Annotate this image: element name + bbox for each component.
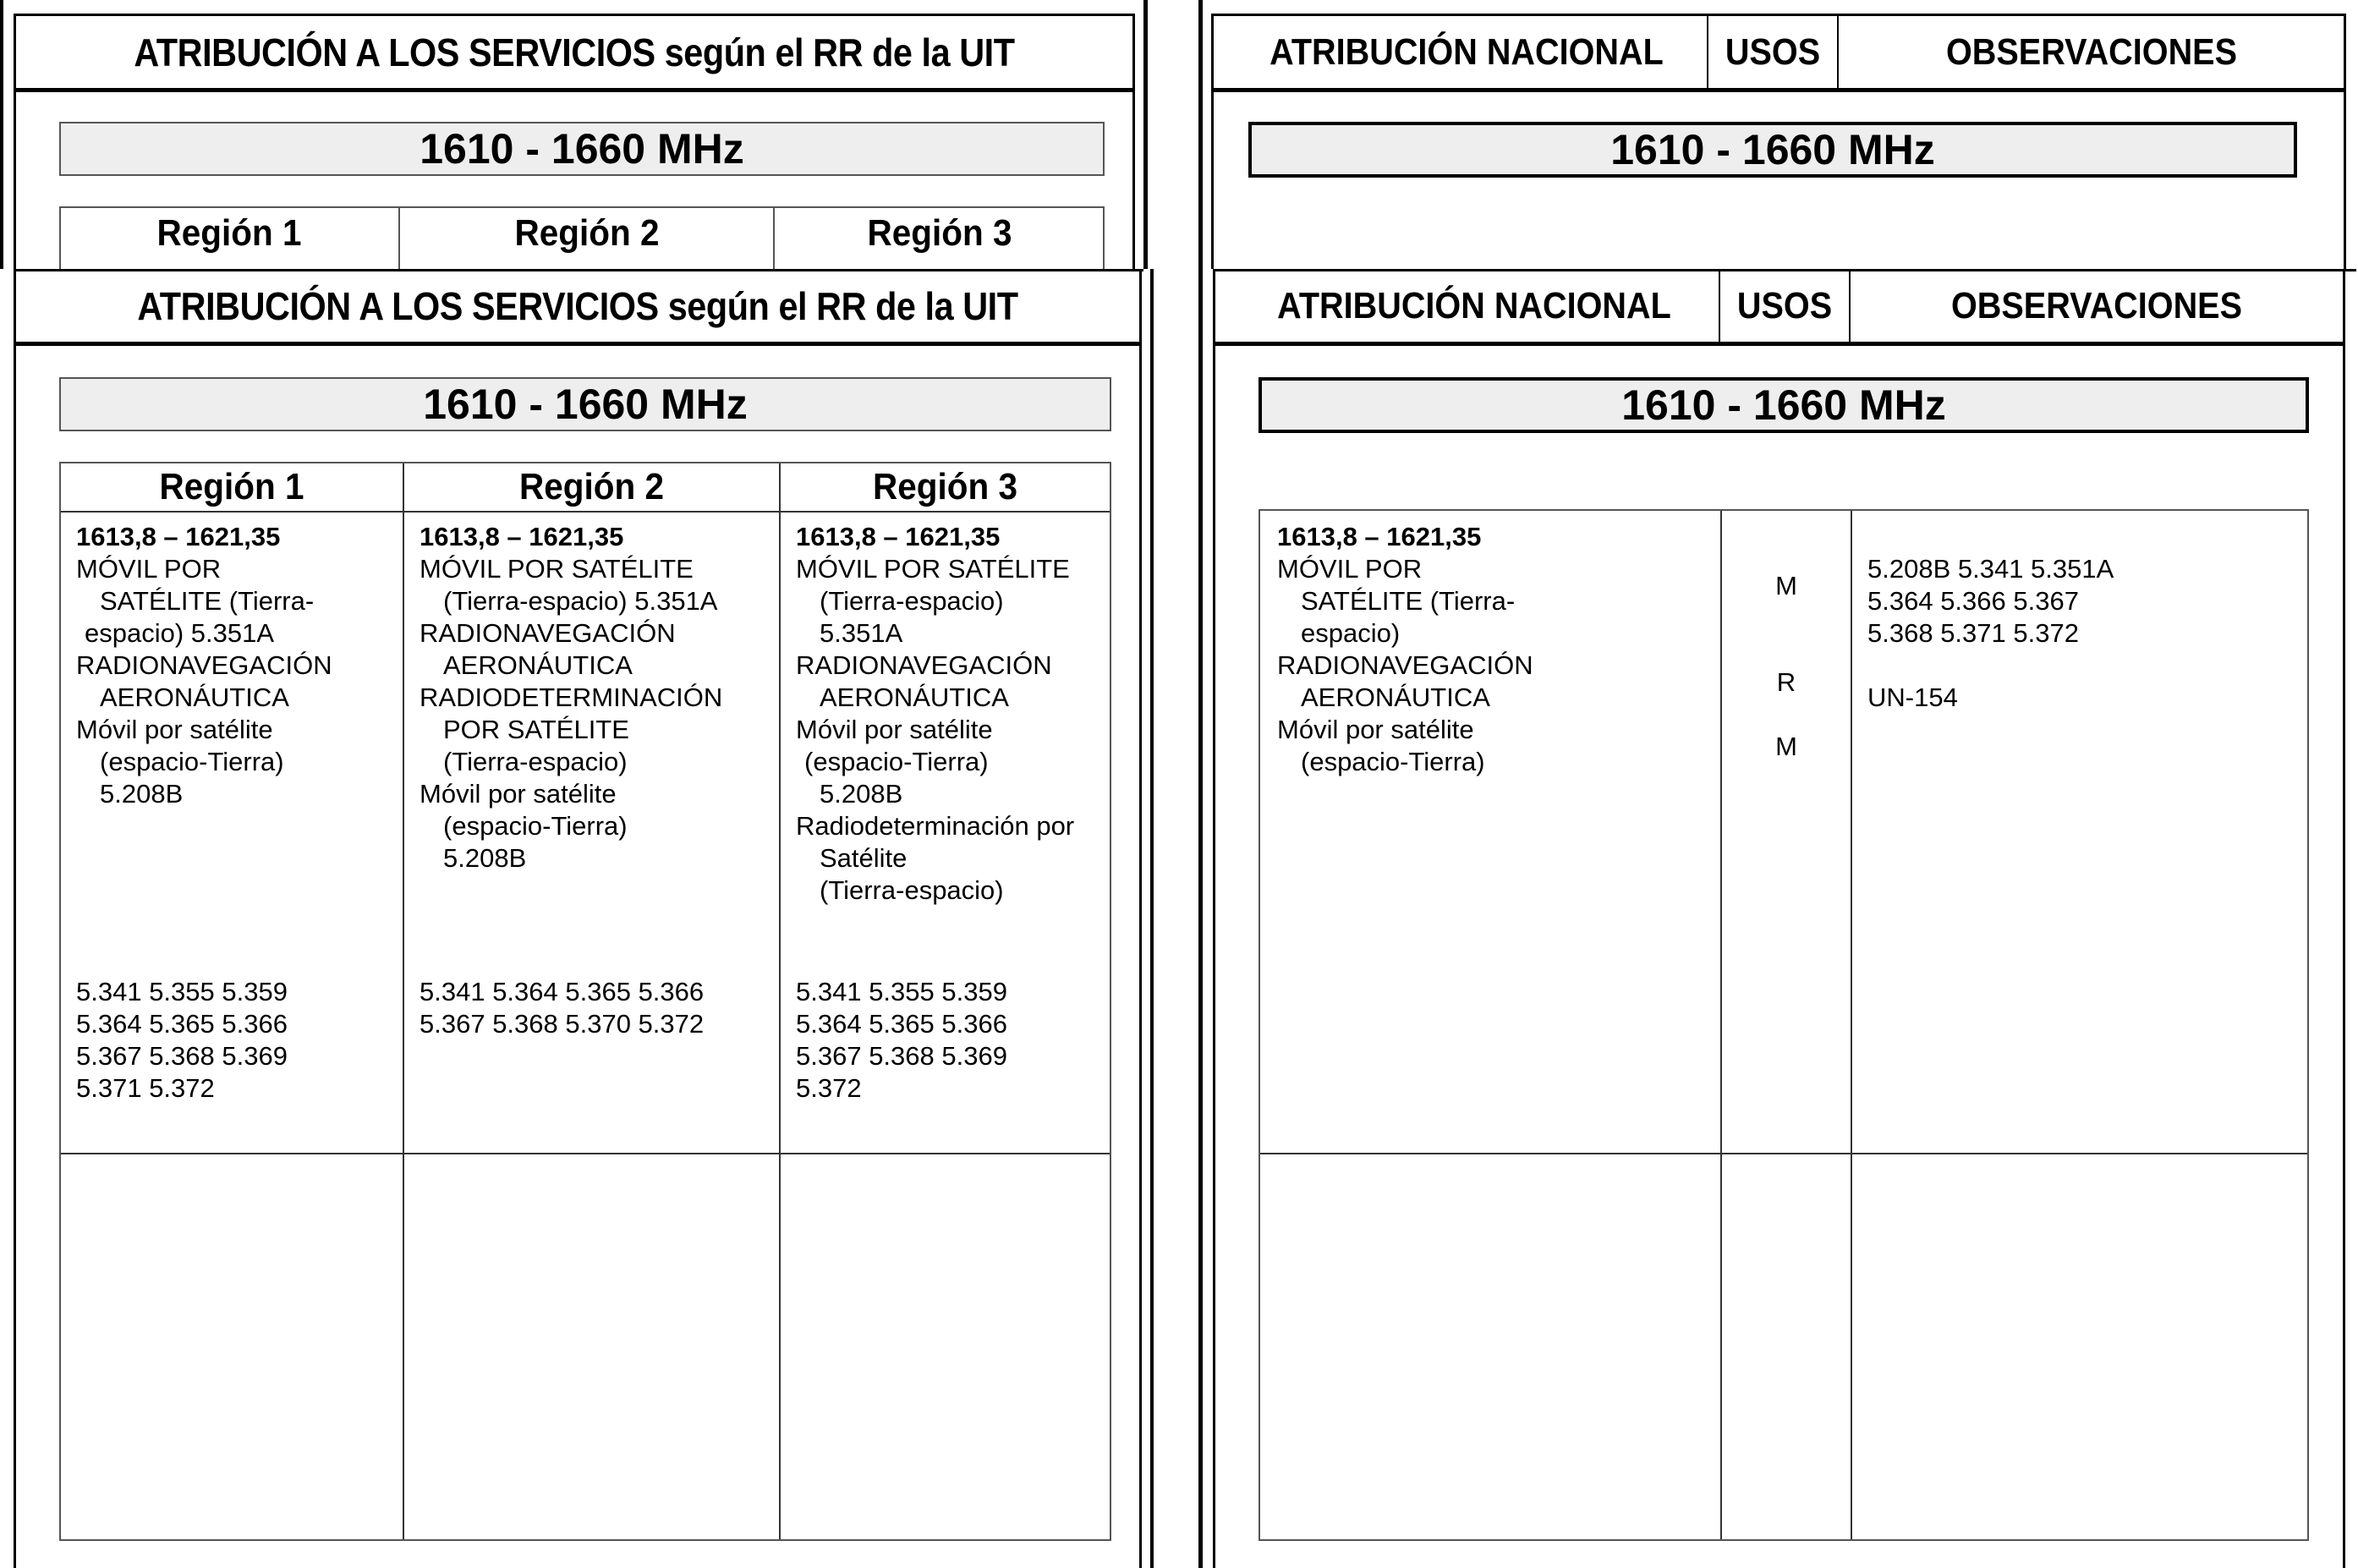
service-line: RADIODETERMINACIÓN — [420, 683, 723, 712]
service-line: 5.208B — [443, 843, 527, 873]
observation-line: 5.364 5.366 5.367 — [1867, 586, 2079, 616]
observation-line: 5.368 5.371 5.372 — [1867, 618, 2079, 648]
usos-value: R — [1776, 667, 1796, 697]
region-2-header-top: Región 2 — [514, 212, 660, 254]
observation-line: UN-154 — [1867, 683, 1958, 712]
service-line: SATÉLITE (Tierra- — [100, 586, 315, 616]
observation-line: 5.208B 5.341 5.351A — [1867, 554, 2114, 584]
national-title-top: ATRIBUCIÓN NACIONAL — [1269, 31, 1664, 73]
observaciones-title-top: OBSERVACIONES — [1945, 31, 2237, 73]
usos-value: M — [1775, 571, 1797, 600]
service-line: RADIONAVEGACIÓN — [796, 650, 1052, 680]
footnote-line: 5.367 5.368 5.370 5.372 — [420, 1009, 705, 1039]
region-2-range: 1613,8 – 1621,35 — [420, 522, 624, 551]
service-line: 5.351A — [820, 618, 903, 648]
footnote-line: 5.367 5.368 5.369 — [796, 1041, 1007, 1071]
region-table — [59, 462, 1111, 1541]
service-line: AERONÁUTICA — [100, 683, 289, 712]
national-allocation — [1277, 521, 1717, 778]
region-3-range: 1613,8 – 1621,35 — [796, 522, 1001, 551]
service-line: RADIONAVEGACIÓN — [1277, 650, 1533, 680]
band-title-top-left: 1610 - 1660 MHz — [59, 122, 1105, 176]
footnote-line: 5.341 5.364 5.365 5.366 — [420, 977, 705, 1006]
national-allocation-panel — [1196, 269, 2358, 1568]
observaciones-column — [1867, 553, 2299, 714]
service-line: Móvil por satélite — [796, 715, 993, 744]
service-line: 5.208B — [820, 779, 903, 809]
band-title-top-right: 1610 - 1660 MHz — [1248, 122, 2297, 178]
region-1-allocation — [76, 521, 398, 810]
service-line: Móvil por satélite — [1277, 715, 1474, 744]
region-1-footnotes — [76, 976, 398, 1105]
usos-value: M — [1775, 732, 1797, 761]
footnote-line: 5.364 5.365 5.366 — [796, 1009, 1007, 1039]
service-line: (Tierra-espacio) 5.351A — [443, 586, 718, 616]
region-3-header: Región 3 — [873, 466, 1017, 507]
national-table — [1259, 509, 2309, 1541]
service-line: espacio) — [1301, 618, 1401, 648]
service-line: SATÉLITE (Tierra- — [1301, 586, 1516, 616]
right-top-panel — [1196, 0, 2358, 269]
band-title-national: 1610 - 1660 MHz — [1259, 377, 2309, 433]
band-title: 1610 - 1660 MHz — [59, 377, 1111, 431]
region-1-header: Región 1 — [159, 466, 304, 507]
observaciones-title: OBSERVACIONES — [1950, 285, 2242, 326]
itu-title-top: ATRIBUCIÓN A LOS SERVICIOS según el RR de la UIT — [134, 30, 1015, 74]
region-3-header-top: Región 3 — [867, 212, 1012, 254]
service-line: POR SATÉLITE — [443, 715, 629, 744]
service-line: RADIONAVEGACIÓN — [420, 618, 676, 648]
region-1-range: 1613,8 – 1621,35 — [76, 522, 281, 551]
itu-title: ATRIBUCIÓN A LOS SERVICIOS según el RR de la UIT — [137, 284, 1018, 328]
service-line: RADIONAVEGACIÓN — [76, 650, 332, 680]
service-line: Móvil por satélite — [420, 779, 617, 809]
region-2-footnotes — [420, 976, 775, 1040]
service-line: Satélite — [820, 843, 908, 873]
service-line: MÓVIL POR — [1277, 554, 1423, 584]
region-2-header: Región 2 — [519, 466, 664, 507]
service-line: 5.208B — [100, 779, 184, 809]
region-1-header-top: Región 1 — [156, 212, 302, 254]
region-3-footnotes — [796, 976, 1107, 1105]
footnote-line: 5.364 5.365 5.366 — [76, 1009, 288, 1039]
usos-title-top: USOS — [1725, 31, 1821, 73]
left-top-panel — [0, 0, 1149, 269]
footnote-line: 5.341 5.355 5.359 — [796, 977, 1007, 1006]
service-line: MÓVIL POR — [76, 554, 222, 584]
service-line: MÓVIL POR SATÉLITE — [420, 554, 694, 584]
service-line: Radiodeterminación por — [796, 811, 1075, 841]
service-line: (espacio-Tierra) — [1301, 747, 1485, 776]
service-line: AERONÁUTICA — [1301, 683, 1490, 712]
region-3-allocation — [796, 521, 1107, 907]
footnote-line: 5.341 5.355 5.359 — [76, 977, 288, 1006]
service-line: MÓVIL POR SATÉLITE — [796, 554, 1070, 584]
service-line: (espacio-Tierra) — [804, 747, 989, 776]
service-line: espacio) 5.351A — [85, 618, 275, 648]
region-2-allocation — [420, 521, 775, 874]
itu-allocation-panel — [0, 269, 1159, 1568]
footnote-line: 5.372 — [796, 1073, 862, 1103]
service-line: Móvil por satélite — [76, 715, 273, 744]
service-line: (Tierra-espacio) — [820, 875, 1004, 905]
service-line: (Tierra-espacio) — [443, 747, 628, 776]
service-line: (Tierra-espacio) — [820, 586, 1004, 616]
national-title: ATRIBUCIÓN NACIONAL — [1277, 285, 1671, 326]
national-range: 1613,8 – 1621,35 — [1277, 522, 1482, 551]
service-line: (espacio-Tierra) — [443, 811, 628, 841]
footnote-line: 5.371 5.372 — [76, 1073, 215, 1103]
service-line: AERONÁUTICA — [820, 683, 1009, 712]
service-line: AERONÁUTICA — [443, 650, 633, 680]
footnote-line: 5.367 5.368 5.369 — [76, 1041, 288, 1071]
service-line: (espacio-Tierra) — [100, 747, 284, 776]
usos-title: USOS — [1736, 285, 1833, 326]
